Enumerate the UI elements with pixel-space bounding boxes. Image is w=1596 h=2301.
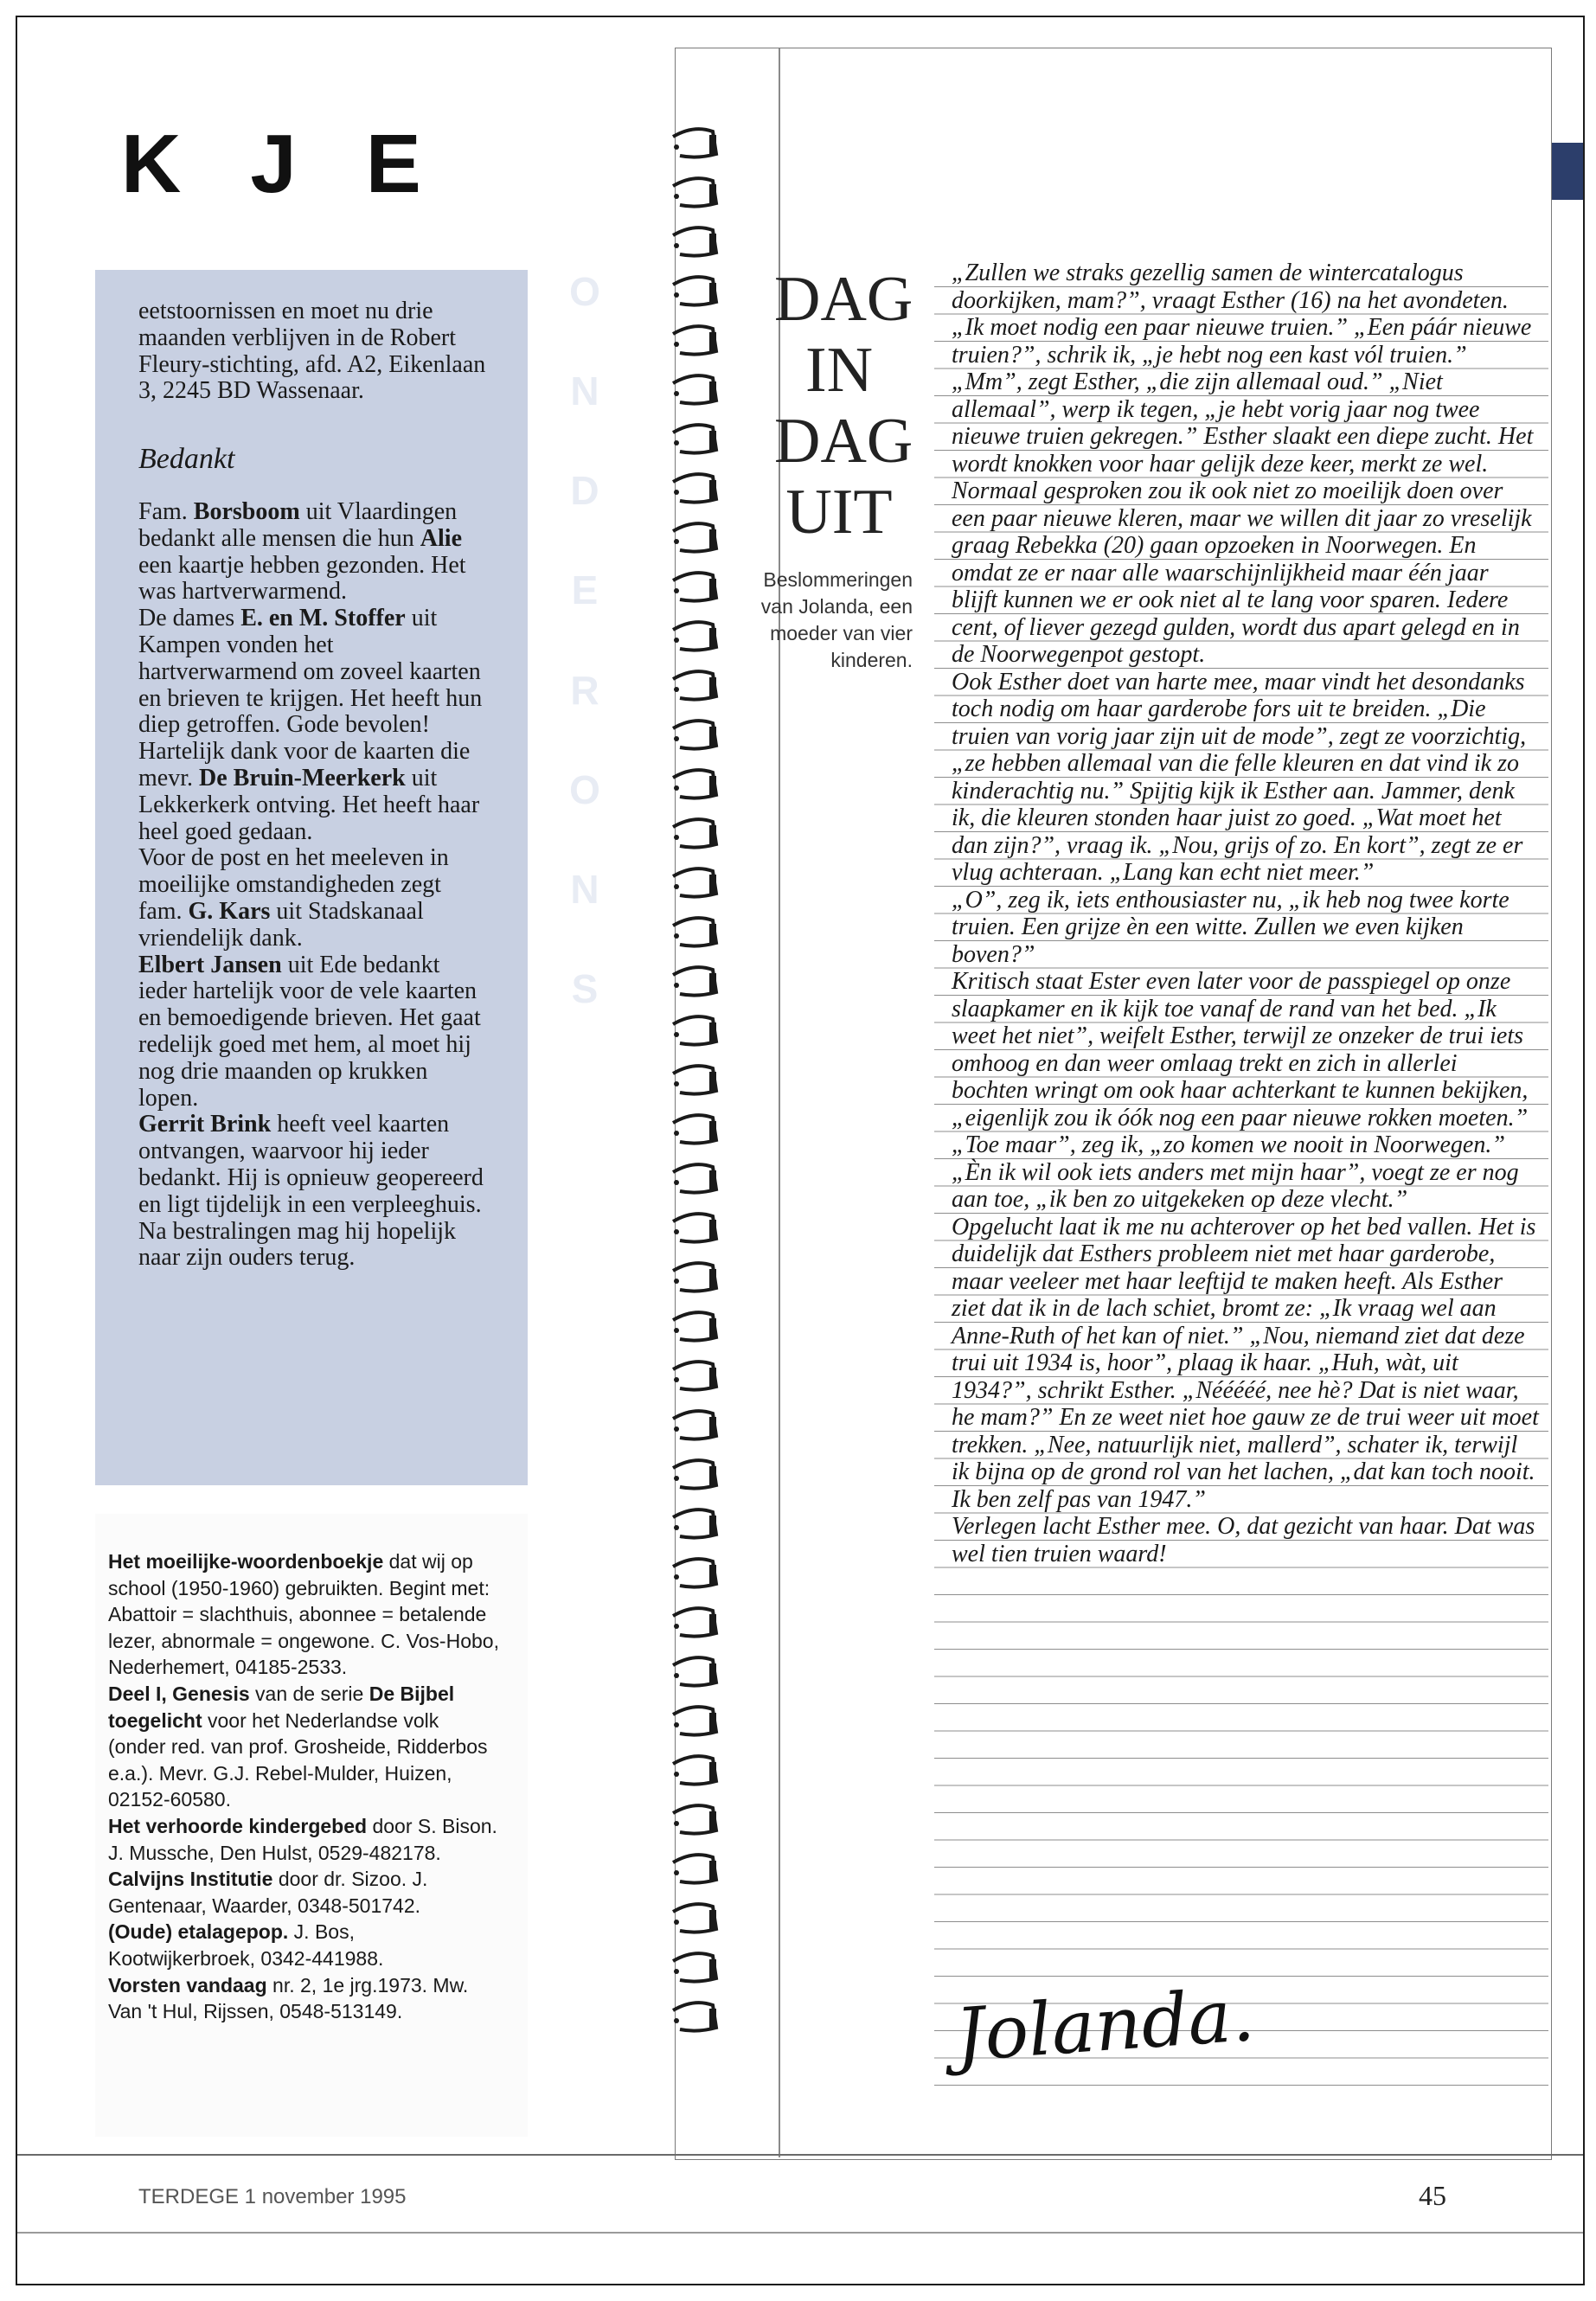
book-item: Vorsten vandaag nr. 2, 1e jrg.1973. Mw. Van 't Hul, Rijssen, 0548-513149. [108, 1973, 469, 2023]
spiral-ring-icon [673, 622, 716, 651]
spiral-ring-icon [673, 1509, 716, 1538]
spiral-ring-icon [673, 1805, 716, 1834]
column-title-line: DAG [774, 264, 913, 335]
spiral-ring-icon [673, 375, 716, 404]
story-paragraph: Opgelucht laat ik me nu achterover op het bed vallen. Het is duidelijk dat Esthers probleem niet met haar garderobe, maar veeleer met haar leeftijd te maken heeft. Als Esther ziet dat ik in de lach schiet, bromt ze: „Ik vraag wel aan Anne-Ruth of het kan of niet.” „Nou, niemand ziet dat deze trui uit 1934 is, hoor”, plaag ik haar. „Huh, wàt, uit 1934?”, schrikt Esther. „Nééééé, nee hè? Dat is niet waar, he mam?” En ze weet niet hoe gauw ze de trui weer uit moet trekken. „Nee, natuurlijk niet, mallerd”, schater ik, terwijl ik bijna op de grond rol van het lachen, „dat kan toch nooit. Ik ben zelf pas van 1947.” [952, 1213, 1539, 1513]
thanks-item: Elbert Jansen uit Ede bedankt ieder hartelijk voor de vele kaarten en bemoedigende brieven. Het gaat redelijk goed met hem, al moet hij nog drie maanden op krukken lopen. [138, 951, 481, 1112]
spiral-ring-icon [673, 1756, 716, 1785]
spiral-ring-icon [673, 573, 716, 601]
spiral-ring-icon [673, 129, 716, 157]
thanks-item: Hartelijk dank voor de kaarten die mevr. De Bruin-Meerkerk uit Lekkerkerk ontving. Het heeft haar heel goed gedaan. [138, 738, 480, 845]
story-paragraph: Ook Esther doet van harte mee, maar vindt het desondanks toch nodig om haar garderobe fors uit te breiden. „Die truien van vorig jaar zijn uit de mode”, zegt ze voorzichtig, „ze hebben allemaal van die felle kleuren en dat vind ik zo kinderachtig nu.” Spijtig kijk ik Esther aan. Jammer, denk ik, die kleuren stonden haar juist zo goed. „Wat moet het dan zijn?”, vraag ik. „Nou, grijs of zo. En kort”, zegt ze er vlug achteraan. „Lang kan echt niet meer.” [952, 668, 1527, 886]
spiral-ring-icon [673, 1855, 716, 1883]
header-letters [121, 117, 571, 212]
header-letter: E [365, 118, 421, 210]
column-title-line: IN [804, 335, 874, 406]
spiral-ring-icon [673, 1559, 716, 1587]
book-item: Het verhoorde kindergebed door S. Bison. J. Mussche, Den Hulst, 0529-482178. [108, 1814, 497, 1864]
thanks-item: Voor de post en het meeleven in moeilijke omstandigheden zegt fam. G. Kars uit Stadskanaal vriendelijk dank. [138, 844, 449, 952]
spiral-ring-icon [673, 1411, 716, 1439]
spiral-binding-icon [668, 121, 728, 2050]
story-paragraph: Verlegen lacht Esther mee. O, dat gezicht van haar. Dat was wel tien truien waard! [952, 1513, 1535, 1567]
story-paragraph: „O”, zeg ik, iets enthousiaster nu, „ik heb nog twee korte truien. Een grijze èn een witte. Zullen we even kijken boven?” [952, 886, 1509, 968]
wanted-books-list [108, 1548, 502, 2025]
spiral-ring-icon [673, 1657, 716, 1686]
spiral-ring-icon [673, 1460, 716, 1489]
spiral-ring-icon [673, 228, 716, 256]
spiral-ring-icon [673, 1608, 716, 1637]
column-title [774, 264, 913, 548]
spiral-ring-icon [673, 868, 716, 897]
book-item: (Oude) etalagepop. J. Bos, Kootwijkerbroek, 0342-441988. [108, 1920, 384, 1970]
vertical-letter: O [569, 766, 600, 812]
book-item: Het moeilijke-woordenboekje dat wij op school (1950-1960) gebruikten. Begint met: Abattoir = slachthuis, abonnee = betalende lezer, abnormale = ongewone. C. Vos-Hobo, Nederhemert, 04185-2533. [108, 1550, 499, 1679]
story-text [952, 260, 1540, 1567]
spiral-ring-icon [673, 1362, 716, 1390]
vertical-letter: S [571, 965, 599, 1011]
author-signature: Jolanda. [952, 1971, 1258, 2078]
vertical-letter: E [571, 567, 599, 613]
spiral-ring-icon [673, 474, 716, 503]
spiral-ring-icon [673, 2003, 716, 2031]
vertical-section-title [561, 268, 609, 1012]
spiral-ring-icon [673, 770, 716, 798]
spiral-ring-icon [673, 1016, 716, 1045]
vertical-letter: D [570, 468, 599, 514]
spiral-ring-icon [673, 819, 716, 848]
section-heading: Bedankt [138, 443, 235, 476]
book-item: Calvijns Institutie door dr. Sizoo. J. Gentenaar, Waarder, 0348-501742. [108, 1868, 428, 1917]
column-subtitle: Beslommeringen van Jolanda, een moeder van vier kinderen. [760, 568, 913, 671]
story-paragraph: Kritisch staat Ester even later voor de passpiegel op onze slaapkamer en ik kijk toe vanaf de rand van het bed. „Ik weet het niet”, weifelt Esther, terwijl ze onzeker de trui iets omhoog en dan weer omlaag trekt en zich in allerlei bochten wringt om ook haar achterkant te kunnen bekijken, „eigenlijk zou ik óók nog een paar nieuwe rokken moeten.” „Toe maar”, zeg ik, „zo komen we nooit in Noorwegen.” „Èn ik wil ook iets anders met mijn haar”, voegt ze er nog aan toe, „ik ben zo uitgekeken op deze vlecht.” [952, 968, 1529, 1213]
spiral-ring-icon [673, 523, 716, 552]
vertical-letter: N [570, 866, 599, 912]
header-letter: K [121, 118, 182, 210]
magazine-issue: TERDEGE 1 november 1995 [138, 2185, 407, 2208]
spiral-ring-icon [673, 1115, 716, 1144]
spiral-ring-icon [673, 1214, 716, 1242]
spiral-ring-icon [673, 671, 716, 700]
announcements-column [138, 298, 489, 1272]
story-paragraph: Normaal gesproken zou ik ook niet zo moeilijk doen over een paar nieuwe kleren, maar we willen dit jaar zo vreselijk graag Rebekka (20) gaan opzoeken in Noorwegen. En omdat ze er naar alle waarschijnlijkheid maar één jaar blijft kunnen we er ook niet al te lang voor sparen. Iedere cent, of liever gezegd gulden, wordt dus apart gelegd en in de Noorwegenpot gestopt. [952, 478, 1532, 668]
thanks-item: De dames E. en M. Stoffer uit Kampen vonden het hartverwarmend om zoveel kaarten en brieven te krijgen. Het heeft hun diep getroffen. Gode bevolen! [138, 605, 483, 739]
spiral-ring-icon [673, 967, 716, 996]
book-item: Deel I, Genesis van de serie De Bijbel toegelicht voor het Nederlandse volk (onder red. van prof. Grosheide, Ridderbos e.a.). Mevr. G.J. Rebel-Mulder, Huizen, 02152-60580. [108, 1682, 488, 1811]
thanks-item: Gerrit Brink heeft veel kaarten ontvangen, waarvoor hij ieder bedankt. Hij is opnieuw geopereerd en ligt tijdelijk in een verpleeghuis. Na bestralingen mag hij hopelijk naar zijn ouders terug. [138, 1111, 484, 1272]
spiral-ring-icon [673, 1164, 716, 1193]
page-number: 45 [1419, 2180, 1446, 2211]
thanks-item: Fam. Borsboom uit Vlaardingen bedankt alle mensen die hun Alie een kaartje hebben gezonden. Het was hartverwarmend. [138, 497, 466, 606]
spiral-ring-icon [673, 1312, 716, 1341]
column-title-line: DAG [774, 406, 913, 477]
footer-divider [17, 2232, 1583, 2234]
spiral-ring-icon [673, 425, 716, 453]
magazine-page [16, 16, 1585, 2285]
column-title-line: UIT [785, 477, 893, 548]
spiral-ring-icon [673, 918, 716, 946]
story-paragraph: „Zullen we straks gezellig samen de wintercatalogus doorkijken, mam?”, vraagt Esther (16) na het avondeten. „Ik moet nodig een paar nieuwe truien.” „Een páár nieuwe truien?”, schrik ik, „je hebt nog een kast vól truien.” „Mm”, zegt Esther, „die zijn allemaal oud.” „Niet allemaal”, werp ik tegen, „je hebt vorig jaar nog twee nieuwe truien gekregen.” Esther slaakt een diepe zucht. Het wordt knokken voor haar gelijk deze keer, merkt ze wel. [952, 260, 1534, 478]
spiral-ring-icon [673, 1953, 716, 1982]
spiral-ring-icon [673, 178, 716, 207]
spiral-ring-icon [673, 1904, 716, 1932]
spiral-ring-icon [673, 326, 716, 355]
spiral-ring-icon [673, 277, 716, 305]
footer-divider [17, 2154, 1583, 2156]
header-letter: J [250, 118, 297, 210]
spiral-ring-icon [673, 1707, 716, 1735]
spiral-ring-icon [673, 1263, 716, 1292]
vertical-letter: O [569, 269, 600, 314]
spiral-ring-icon [673, 1066, 716, 1094]
intro-text: eetstoornissen en moet nu drie maanden verblijven in de Robert Fleury-stichting, afd. A2, Eikenlaan 3, 2245 BD Wassenaar. [138, 298, 486, 405]
spiral-ring-icon [673, 721, 716, 749]
vertical-letter: N [570, 369, 599, 414]
vertical-letter: R [570, 667, 599, 713]
